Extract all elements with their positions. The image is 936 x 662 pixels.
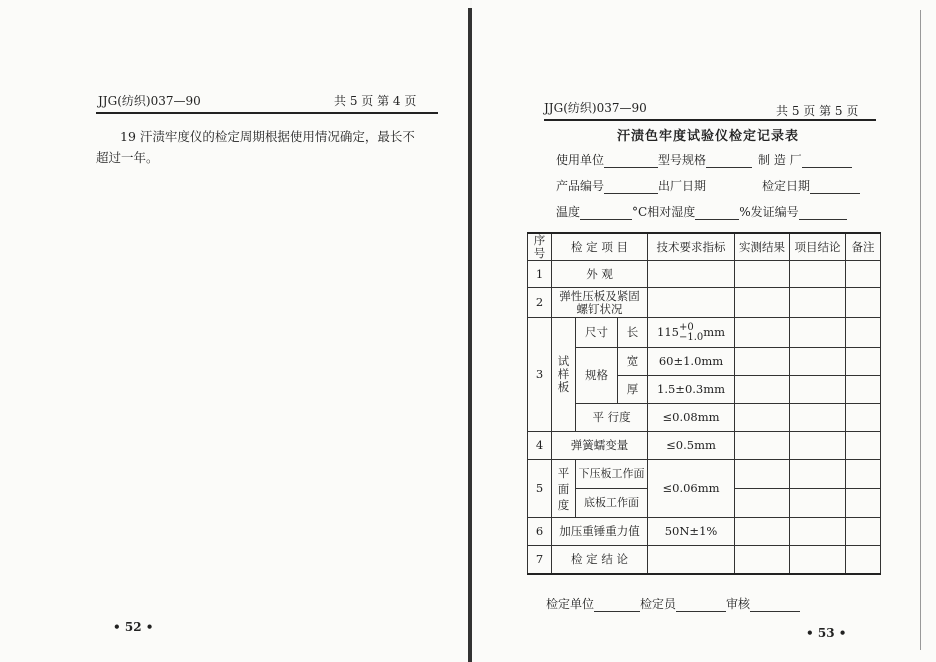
page-edge	[920, 10, 921, 650]
result-cell	[735, 432, 790, 460]
manufacturer-label: 制 造 厂	[758, 153, 802, 167]
table-row	[528, 288, 881, 318]
spec-cell: 50N±1%	[648, 518, 735, 546]
spec-cell: ≤0.5mm	[648, 432, 735, 460]
long-spec	[648, 318, 735, 348]
row-number: 7	[528, 546, 552, 574]
result-cell	[735, 404, 790, 432]
col-header-item: 检 定 项 目	[552, 233, 648, 261]
product-no-label: 产品编号	[556, 179, 605, 193]
model-spec-blank	[706, 155, 752, 168]
conclusion-cell	[790, 261, 846, 288]
row-number: 6	[528, 518, 552, 546]
wide-label: 宽	[618, 348, 648, 376]
table-row	[528, 518, 881, 546]
result-cell	[735, 489, 790, 518]
humidity-label: °C相对湿度	[632, 205, 696, 219]
row-item: 加压重锤重力值	[552, 518, 648, 546]
result-cell	[735, 376, 790, 404]
field-row-3	[556, 203, 847, 220]
verify-date-blank	[810, 181, 860, 194]
verify-date-label: 检定日期	[762, 179, 811, 193]
signoff-reviewer-label: 审核	[726, 597, 751, 611]
remark-cell	[846, 518, 881, 546]
conclusion-cell	[790, 288, 846, 318]
cert-no-label: %发证编号	[739, 205, 799, 219]
table-header-row	[528, 233, 881, 261]
book-fold	[468, 8, 472, 662]
remark-cell	[846, 489, 881, 518]
conclusion-cell	[790, 518, 846, 546]
remark-cell	[846, 261, 881, 288]
signoff-unit-label: 检定单位	[546, 597, 595, 611]
result-cell	[735, 348, 790, 376]
row-number: 4	[528, 432, 552, 460]
result-cell	[735, 288, 790, 318]
table-row	[528, 460, 881, 489]
row-item: 外 观	[552, 261, 648, 288]
spec-label: 规格	[576, 348, 618, 404]
humidity-blank	[695, 207, 739, 220]
signoff-inspector-label: 检定员	[640, 597, 677, 611]
remark-cell	[846, 460, 881, 489]
signoff-unit-blank	[594, 599, 640, 612]
form-title: 汗渍色牢度试验仪检定记录表	[617, 129, 800, 144]
remark-cell	[846, 376, 881, 404]
right-header-code: JJG(纺织)037—90	[544, 101, 647, 115]
remark-cell	[846, 288, 881, 318]
lower-plate-label: 下压板工作面	[576, 460, 648, 489]
conclusion-cell	[790, 460, 846, 489]
long-tol-up: +0	[678, 321, 694, 333]
result-cell	[735, 318, 790, 348]
thick-spec: 1.5±0.3mm	[648, 376, 735, 404]
parallel-label: 平 行度	[576, 404, 648, 432]
signoff-inspector-blank	[676, 599, 726, 612]
cert-no-blank	[799, 207, 847, 220]
base-plate-label: 底板工作面	[576, 489, 648, 518]
signoff-reviewer-blank	[750, 599, 800, 612]
remark-cell	[846, 404, 881, 432]
row-number: 1	[528, 261, 552, 288]
remark-cell	[846, 546, 881, 574]
size-label: 尺寸	[576, 318, 618, 348]
row-item: 弹性压板及紧固螺钉状况	[552, 288, 648, 318]
factory-date-label: 出厂日期	[658, 179, 707, 193]
col-header-spec: 技术要求指标	[648, 233, 735, 261]
left-header-code: JJG(纺织)037—90	[98, 94, 201, 108]
table-row	[528, 546, 881, 574]
conclusion-cell	[790, 489, 846, 518]
wide-spec: 60±1.0mm	[648, 348, 735, 376]
long-label: 长	[618, 318, 648, 348]
result-cell	[735, 546, 790, 574]
long-value: 115	[657, 324, 679, 339]
left-header-pages: 共 5 页 第 4 页	[334, 94, 417, 108]
product-no-blank	[604, 181, 658, 194]
left-header-rule	[96, 112, 438, 114]
thick-label: 厚	[618, 376, 648, 404]
flatness-label: 平面度	[552, 460, 576, 518]
table-row	[528, 261, 881, 288]
col-header-conclusion: 项目结论	[790, 233, 846, 261]
user-unit-label: 使用单位	[556, 153, 605, 167]
col-header-result: 实测结果	[735, 233, 790, 261]
conclusion-cell	[790, 318, 846, 348]
temperature-label: 温度	[556, 205, 581, 219]
col-header-no: 序号	[528, 233, 552, 261]
field-row-2	[556, 177, 860, 194]
long-unit: mm	[703, 324, 726, 339]
col-header-remark: 备注	[846, 233, 881, 261]
left-page-number: • 52 •	[113, 620, 154, 634]
table-row	[528, 404, 881, 432]
row-item: 弹簧蠕变量	[552, 432, 648, 460]
row-number: 5	[528, 460, 552, 518]
conclusion-cell	[790, 404, 846, 432]
right-header-pages: 共 5 页 第 5 页	[776, 104, 859, 118]
verification-record-table	[527, 232, 881, 575]
remark-cell	[846, 432, 881, 460]
table-row	[528, 318, 881, 348]
row-number: 2	[528, 288, 552, 318]
signoff-row	[546, 595, 800, 612]
field-row-1	[556, 151, 852, 168]
table-row	[528, 348, 881, 376]
row-number: 3	[528, 318, 552, 432]
paragraph-line-1: 19 汗渍牢度仪的检定周期根据使用情况确定，最长不	[120, 129, 415, 144]
right-page-number: • 53 •	[806, 626, 847, 640]
long-tol-down: −1.0	[678, 331, 704, 343]
result-cell	[735, 261, 790, 288]
model-spec-label: 型号规格	[658, 153, 707, 167]
remark-cell	[846, 318, 881, 348]
paragraph-line-2: 超过一年。	[96, 150, 159, 165]
table-row	[528, 432, 881, 460]
row-item: 检 定 结 论	[552, 546, 648, 574]
conclusion-cell	[790, 376, 846, 404]
conclusion-cell	[790, 348, 846, 376]
remark-cell	[846, 348, 881, 376]
result-cell	[735, 460, 790, 489]
user-unit-blank	[604, 155, 658, 168]
spec-cell: ≤0.06mm	[648, 460, 735, 518]
temperature-blank	[580, 207, 632, 220]
conclusion-cell	[790, 432, 846, 460]
sample-plate-label: 试样板	[552, 318, 576, 432]
conclusion-cell	[790, 546, 846, 574]
spec-cell	[648, 261, 735, 288]
result-cell	[735, 518, 790, 546]
spec-cell	[648, 288, 735, 318]
parallel-spec: ≤0.08mm	[648, 404, 735, 432]
spec-cell	[648, 546, 735, 574]
manufacturer-blank	[802, 155, 852, 168]
right-header-rule	[544, 119, 876, 121]
